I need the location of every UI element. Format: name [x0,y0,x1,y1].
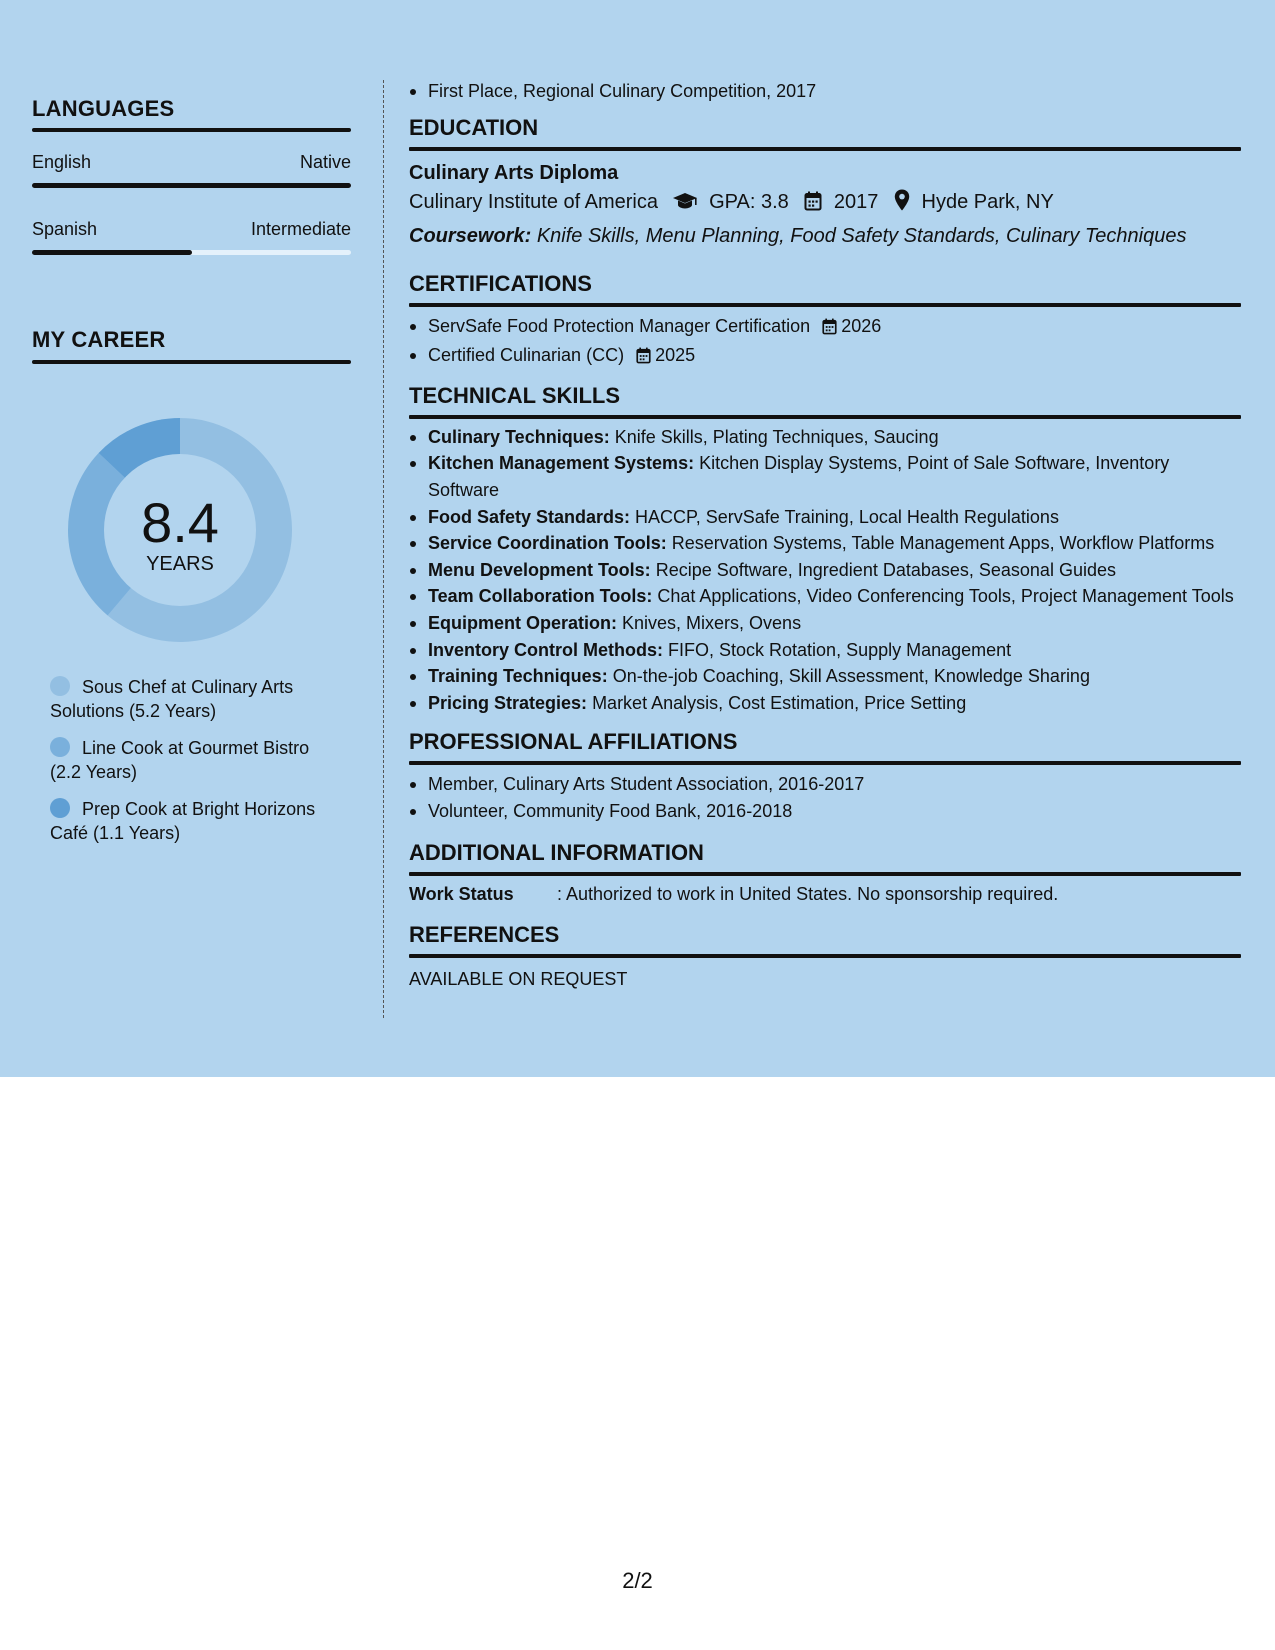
affiliation-item: Volunteer, Community Food Bank, 2016-2018 [409,798,1241,825]
language-item [32,219,351,255]
education-coursework [409,221,1241,252]
education-section [409,114,1241,252]
coursework-label: Coursework: [409,224,532,247]
certification-item [409,313,1241,343]
additional-section [409,839,1241,907]
page-number: 2/2 [622,1568,653,1593]
coursework-text: Knife Skills, Menu Planning, Food Safety Standards, Culinary Techniques [536,224,1187,247]
skill-text: Kitchen Display Systems, Point of Sale Software, Inventory Software [428,453,1170,500]
skill-text: FIFO, Stock Rotation, Supply Management [668,639,1012,660]
career-total-unit: YEARS [146,553,214,575]
career-legend-dot [50,737,70,757]
languages-title-rule [32,128,351,132]
career-title-rule [32,360,351,364]
skill-text: Knives, Mixers, Ovens [622,612,802,633]
language-item [32,152,351,188]
language-row [32,152,351,173]
language-row [32,219,351,240]
languages-title: LANGUAGES [32,96,175,121]
language-level: Native [299,152,351,172]
skill-item [409,557,1241,584]
references-title: REFERENCES [409,921,560,947]
languages-list [32,152,351,255]
education-rule [409,147,1241,151]
skill-label: Food Safety Standards: [428,506,631,527]
education-meta [409,187,1241,221]
skill-item [409,504,1241,531]
skill-text: Market Analysis, Cost Estimation, Price Setting [592,692,967,713]
affiliations-title: PROFESSIONAL AFFILIATIONS [409,729,738,755]
language-level: Intermediate [250,219,351,239]
career-item [50,797,340,845]
graduation-cap-icon [672,190,698,221]
career-item [50,675,340,723]
skills-title: TECHNICAL SKILLS [409,382,621,408]
skill-item [409,610,1241,637]
skill-text: Reservation Systems, Table Management Apps, Workflow Platforms [671,533,1215,554]
skill-item [409,424,1241,451]
skill-item [409,663,1241,690]
education-year: 2017 [833,190,879,213]
work-status-value: : Authorized to work in United States. No sponsorship required. [557,883,1059,904]
career-donut-chart [60,410,300,650]
career-section [32,328,351,364]
education-title: EDUCATION [409,114,539,140]
certification-item [409,342,1241,372]
award-item: First Place, Regional Culinary Competition, 2017 [409,78,1241,105]
career-item-text: Line Cook at Gourmet Bistro (2.2 Years) [50,738,310,782]
skill-label: Pricing Strategies: [428,692,588,713]
career-item [50,736,340,784]
calendar-icon [822,316,837,343]
skill-text: On-the-job Coaching, Skill Assessment, Knowledge Sharing [612,666,1090,687]
language-proficiency-bar [32,183,351,188]
additional-title: ADDITIONAL INFORMATION [409,839,704,865]
additional-rule [409,872,1241,876]
certifications-rule [409,303,1241,307]
education-gpa: GPA: 3.8 [709,190,789,213]
skill-text: Knife Skills, Plating Techniques, Saucing [614,426,939,447]
education-school: Culinary Institute of America [409,190,658,213]
column-divider [383,80,384,1018]
language-name: Spanish [32,219,98,239]
skills-list [409,424,1241,717]
left-column [32,90,351,352]
skill-text: HACCP, ServSafe Training, Local Health Regulations [635,506,1059,527]
calendar-icon [636,345,651,372]
language-proficiency-fill [32,183,351,188]
skill-item [409,530,1241,557]
career-list [50,675,340,858]
skill-label: Equipment Operation: [428,612,617,633]
location-pin-icon [894,189,910,221]
skills-section [409,382,1241,717]
language-proficiency-bar [32,250,351,255]
affiliation-item: Member, Culinary Arts Student Association, 2016-2017 [409,771,1241,798]
affiliations-section [409,728,1241,824]
languages-section [32,90,351,255]
right-column [409,78,1241,992]
skill-item [409,583,1241,610]
work-status-row [409,881,1241,907]
career-item-text: Sous Chef at Culinary Arts Solutions (5.2 Years) [50,677,294,721]
certifications-list [409,313,1241,372]
skills-rule [409,415,1241,419]
skill-label: Menu Development Tools: [428,559,651,580]
skill-label: Inventory Control Methods: [428,639,663,660]
work-status-label: Work Status [409,883,514,904]
certification-name: Certified Culinarian (CC) [428,345,625,366]
skill-text: Chat Applications, Video Conferencing Tools, Project Management Tools [657,586,1234,607]
certifications-section [409,270,1241,372]
certification-year: 2025 [655,345,696,366]
skill-label: Team Collaboration Tools: [428,586,653,607]
affiliations-rule [409,761,1241,765]
references-rule [409,954,1241,958]
calendar-icon [804,190,822,221]
skill-item [409,637,1241,664]
language-proficiency-fill [32,250,192,255]
references-section [409,921,1241,992]
certifications-title: CERTIFICATIONS [409,270,592,296]
career-legend-dot [50,676,70,696]
career-legend-dot [50,798,70,818]
skill-label: Kitchen Management Systems: [428,453,695,474]
references-text: AVAILABLE ON REQUEST [409,968,628,989]
career-title: MY CAREER [32,327,166,352]
skill-item [409,450,1241,503]
awards-list [409,78,1241,105]
affiliations-list [409,771,1241,824]
career-item-text: Prep Cook at Bright Horizons Café (1.1 Years) [50,799,316,843]
skill-label: Training Techniques: [428,666,608,687]
skill-item [409,690,1241,717]
language-name: English [32,152,92,172]
career-total-years: 8.4 [141,491,219,554]
certification-name: ServSafe Food Protection Manager Certification [428,315,811,336]
certification-year: 2026 [841,315,882,336]
skill-label: Service Coordination Tools: [428,533,667,554]
education-location: Hyde Park, NY [921,190,1054,213]
skill-text: Recipe Software, Ingredient Databases, Seasonal Guides [655,559,1116,580]
skill-label: Culinary Techniques: [428,426,610,447]
education-degree: Culinary Arts Diploma [409,161,619,184]
